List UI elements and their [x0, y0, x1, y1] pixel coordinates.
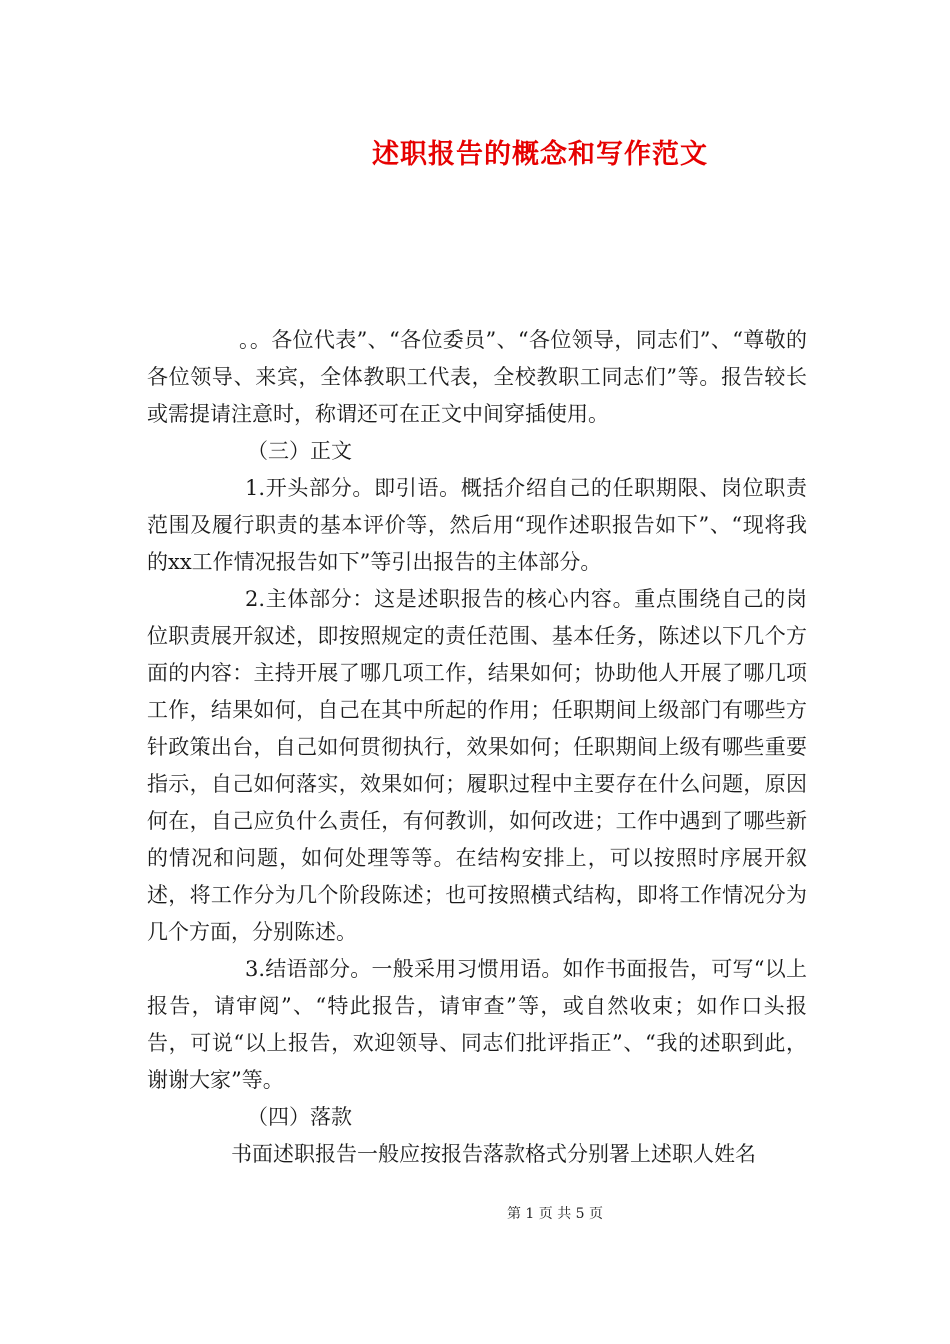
- section-heading-main-text: （三）正文: [247, 439, 352, 463]
- document-title: 述职报告的概念和写作范文: [372, 139, 708, 170]
- page-number: 第 1 页 共 5 页: [506, 1206, 604, 1222]
- document-body: [147, 322, 807, 1173]
- paragraph-main-body: 2.主体部分：这是述职报告的核心内容。重点围绕自己的岗位职责展开叙述，即按照规定的责任范围、基本任务，陈述以下几个方面的内容：主持开展了哪几项工作，结果如何；协助他人开展了哪几项工作，结果如何，自己在其中所起的作用；任职期间上级部门有哪些方针政策出台，自己如何贯彻执行，效果如何；任职期间上级有哪些重要指示，自己如何落实，效果如何；履职过程中主要存在什么问题，原因何在，自己应负什么责任，有何教训，如何改进；工作中遇到了哪些新的情况和问题，如何处理等等。在结构安排上，可以按照时序展开叙述，将工作分为几个阶段陈述；也可按照横式结构，即将工作情况分为几个方面，分别陈述。: [147, 587, 807, 944]
- paragraph-signature: 书面述职报告一般应按报告落款格式分别署上述职人姓名: [231, 1142, 756, 1166]
- paragraph-salutation: 。。各位代表”、“各位委员”、“各位领导，同志们”、“尊敬的各位领导、来宾，全体教职工代表，全校教职工同志们”等。报告较长或需提请注意时，称谓还可在正文中间穿插使用。: [147, 328, 807, 426]
- paragraph-conclusion: 3.结语部分。一般采用习惯用语。如作书面报告，可写“以上报告，请审阅”、“特此报告，请审查”等，或自然收束；如作口头报告，可说“以上报告，欢迎领导、同志们批评指正”、“我的述职到此，谢谢大家”等。: [147, 957, 807, 1092]
- paragraph-opening: 1.开头部分。即引语。概括介绍自己的任职期限、岗位职责范围及履行职责的基本评价等，然后用“现作述职报告如下”、“现将我的xx工作情况报告如下”等引出报告的主体部分。: [147, 476, 807, 574]
- section-heading-signature: （四）落款: [247, 1105, 352, 1129]
